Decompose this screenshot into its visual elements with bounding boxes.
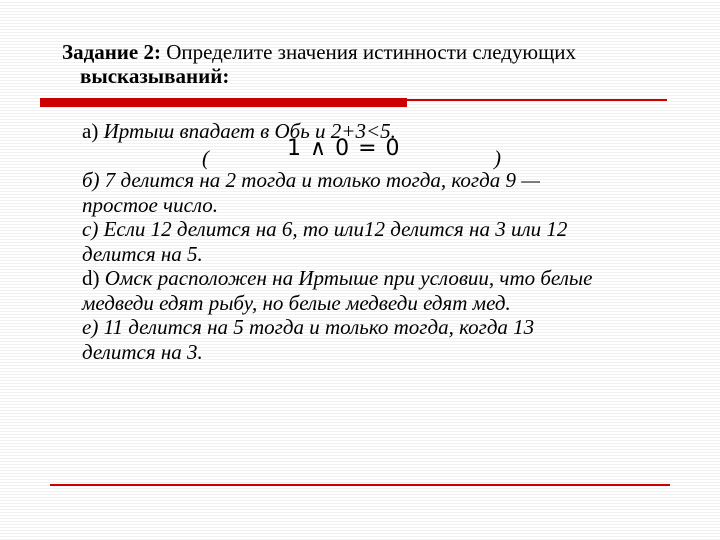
task-label: Задание 2: — [62, 40, 161, 64]
red-divider-bottom — [50, 484, 670, 486]
title-line-2: высказываний: — [80, 64, 230, 88]
statement-a-formula-line — [82, 135, 682, 170]
statement-d-line-2: медведи едят рыбу, но белые медведи едят мед. — [82, 290, 511, 315]
slide-title — [62, 40, 682, 88]
statements-list — [82, 119, 682, 364]
statement-c-line-2: делится на 5. — [82, 241, 203, 266]
statement-e-line-2: делится на 3. — [82, 339, 203, 364]
logic-formula: 1 ∧ 0 = 0 — [287, 135, 401, 161]
statement-d-line-1 — [82, 266, 682, 291]
statement-e-line-1: е) 11 делится на 5 тогда и только тогда, когда 13 — [82, 315, 535, 339]
statement-c-line-1: с) Если 12 делится на 6, то или12 делится на 3 или 12 — [82, 217, 568, 241]
statement-a-text: Иртыш впадает в Обь и 2+3<5. — [103, 119, 396, 143]
formula-paren-close: ) — [494, 145, 501, 170]
statement-b-line-2: простое число. — [82, 192, 219, 217]
red-divider-top — [407, 99, 667, 101]
formula-paren-open: ( — [202, 145, 209, 170]
title-text-line-1: Определите значения истинности следующих — [166, 40, 577, 64]
title-line-1 — [62, 40, 682, 64]
statement-b-line-1: б) 7 делится на 2 тогда и только тогда, когда 9 — — [82, 168, 540, 192]
red-accent-bar — [40, 98, 407, 107]
statement-a-prefix: а) — [82, 119, 99, 143]
statement-d-text-1: Омск расположен на Иртыше при условии, что белые — [104, 266, 593, 290]
statement-d-prefix: d) — [82, 266, 100, 290]
